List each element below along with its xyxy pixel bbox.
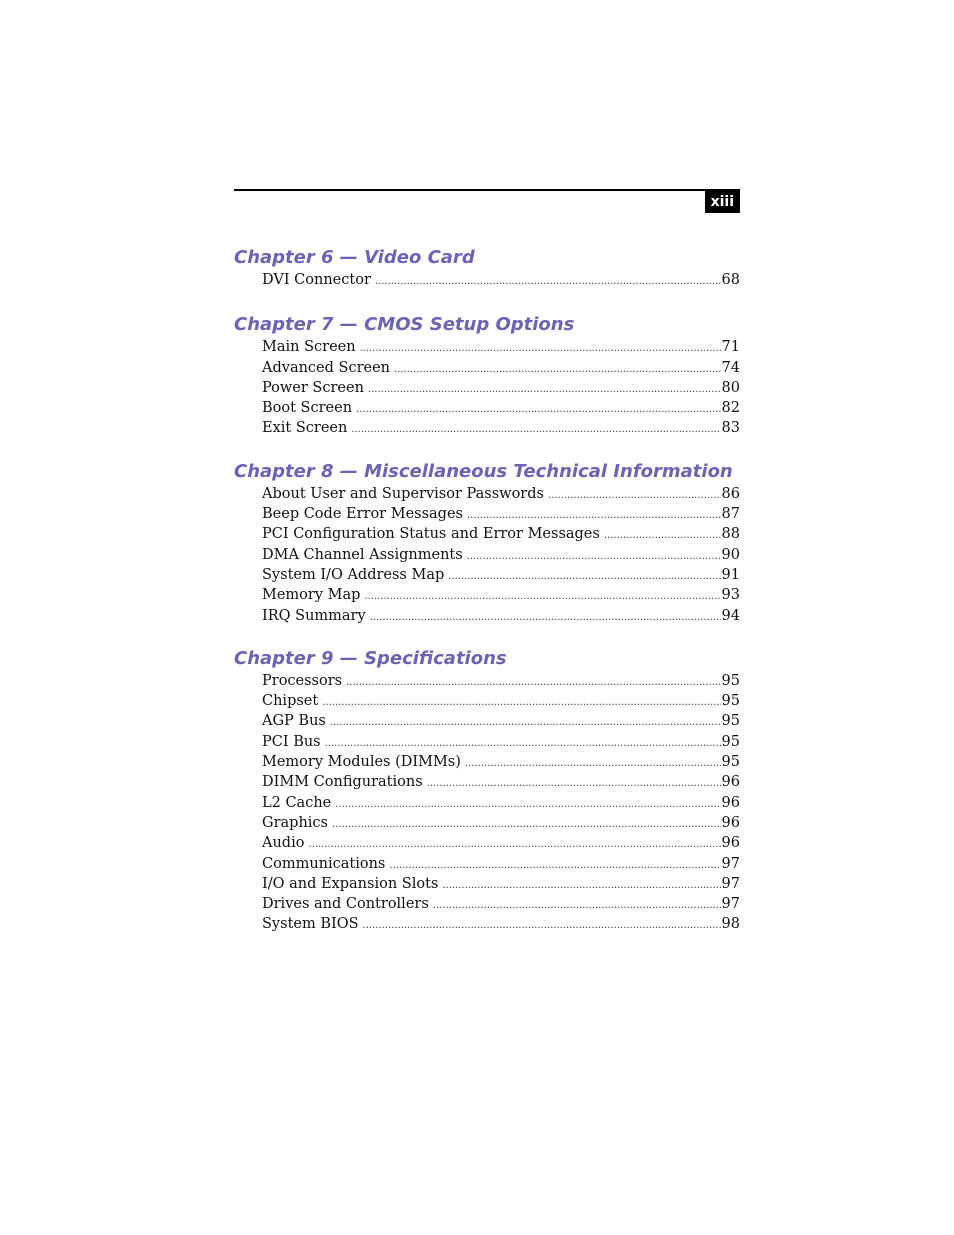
toc-entry-expansion-slots[interactable] [262,874,740,894]
chapter-8-section [234,460,740,626]
dot-leader [356,400,721,420]
chapter-7-section [234,313,740,438]
toc-entry-title: Audio [262,835,305,852]
toc-entry-drives-controllers[interactable] [262,894,740,914]
toc-entry-title: Processors [262,672,343,689]
toc-entry-audio[interactable] [262,833,740,853]
toc-entry-page: 97 [721,896,740,913]
chapter-6-section [234,246,740,290]
toc-entry-irq-summary[interactable] [262,606,740,626]
dot-leader [467,506,721,526]
toc-entry-pci-bus[interactable] [262,732,740,752]
dot-leader [364,587,720,607]
chapter-7-title: Chapter 7 — CMOS Setup Options [234,314,575,336]
toc-entry-title: Memory Map [262,587,361,604]
toc-entry-page: 80 [721,379,740,396]
dot-leader [465,754,721,774]
chapter-7-entries [234,337,740,438]
toc-entry-title: Boot Screen [262,400,353,417]
toc-entry-page: 82 [721,400,740,417]
toc-entry-page: 93 [721,587,740,604]
toc-entry-page: 95 [721,713,740,730]
toc-entry-memory-modules[interactable] [262,752,740,772]
dot-leader [389,856,720,876]
toc-entry-title: L2 Cache [262,794,332,811]
toc-entry-boot-screen[interactable] [262,398,740,418]
toc-entry-page: 86 [721,485,740,502]
chapter-8-entries [234,484,740,626]
toc-entry-title: PCI Configuration Status and Error Messages [262,526,600,543]
toc-entry-title: PCI Bus [262,733,321,750]
dot-leader [548,486,721,506]
toc-entry-title: Exit Screen [262,420,348,437]
toc-entry-dvi-connector[interactable] [262,270,740,290]
toc-entry-title: Main Screen [262,339,356,356]
dot-leader [375,272,721,292]
toc-entry-page: 88 [721,526,740,543]
toc-page [234,189,740,935]
toc-entry-memory-map[interactable] [262,585,740,605]
dot-leader [351,420,720,440]
dot-leader [394,360,721,380]
toc-entry-title: System I/O Address Map [262,566,445,583]
toc-entry-page: 74 [721,359,740,376]
toc-entry-page: 83 [721,420,740,437]
dot-leader [322,693,720,713]
toc-entry-title: Power Screen [262,379,364,396]
dot-leader [308,835,720,855]
toc-entry-title: Advanced Screen [262,359,391,376]
toc-entry-title: Graphics [262,814,328,831]
chapter-9-section [234,647,740,935]
dot-leader [448,567,720,587]
toc-entry-page: 98 [721,916,740,933]
toc-entry-io-address-map[interactable] [262,565,740,585]
toc-entry-title: Beep Code Error Messages [262,506,463,523]
page-number-row [234,191,740,215]
toc-entry-page: 71 [721,339,740,356]
dot-leader [427,774,721,794]
toc-entry-title: DVI Connector [262,272,371,288]
dot-leader [433,896,721,916]
toc-entry-title: AGP Bus [262,713,326,730]
toc-entry-page: 90 [721,546,740,563]
toc-entry-page: 96 [721,814,740,831]
chapter-8-title: Chapter 8 — Miscellaneous Technical Information [234,460,733,482]
dot-leader [442,876,720,896]
toc-entry-title: Chipset [262,693,319,710]
toc-entry-power-screen[interactable] [262,378,740,398]
toc-entry-title: IRQ Summary [262,607,366,624]
dot-leader [467,547,721,567]
dot-leader [604,526,721,546]
dot-leader [363,916,721,936]
page-number-badge: xiii [705,191,740,213]
dot-leader [330,713,721,733]
dot-leader [346,673,720,693]
toc-entry-page: 95 [721,672,740,689]
toc-entry-dma-channels[interactable] [262,545,740,565]
toc-entry-l2-cache[interactable] [262,793,740,813]
chapter-6-entries [234,270,740,290]
toc-entry-page: 94 [721,607,740,624]
toc-entry-page: 95 [721,754,740,771]
dot-leader [368,380,721,400]
toc-entry-title: Memory Modules (DIMMs) [262,754,461,771]
toc-entry-title: Communications [262,855,386,872]
toc-entry-title: DIMM Configurations [262,774,423,791]
toc-entry-system-bios[interactable] [262,914,740,934]
toc-entry-page: 95 [721,693,740,710]
toc-entry-beep-codes[interactable] [262,504,740,524]
dot-leader [370,608,721,628]
toc-entry-page: 68 [721,272,740,288]
toc-entry-page: 96 [721,794,740,811]
toc-entry-passwords[interactable] [262,484,740,504]
dot-leader [332,815,721,835]
toc-entry-page: 95 [721,733,740,750]
toc-entry-page: 87 [721,506,740,523]
toc-entry-agp-bus[interactable] [262,711,740,731]
toc-entry-page: 91 [721,566,740,583]
toc-entry-title: System BIOS [262,916,359,933]
chapter-9-title: Chapter 9 — Specifications [234,647,507,669]
toc-entry-title: About User and Supervisor Passwords [262,485,544,502]
toc-entry-communications[interactable] [262,854,740,874]
chapter-9-entries [234,671,740,935]
chapter-6-title: Chapter 6 — Video Card [234,247,475,268]
toc-entry-exit-screen[interactable] [262,418,740,438]
toc-entry-graphics[interactable] [262,813,740,833]
toc-entry-main-screen[interactable] [262,337,740,357]
dot-leader [325,734,721,754]
toc-entry-advanced-screen[interactable] [262,358,740,378]
dot-leader [360,339,721,359]
toc-entry-page: 96 [721,835,740,852]
toc-entry-page: 97 [721,855,740,872]
toc-entry-title: Drives and Controllers [262,896,429,913]
toc-entry-title: DMA Channel Assignments [262,546,463,563]
toc-entry-page: 96 [721,774,740,791]
toc-entry-processors[interactable] [262,671,740,691]
dot-leader [335,795,720,815]
toc-entry-title: I/O and Expansion Slots [262,875,439,892]
toc-entry-dimm-configurations[interactable] [262,772,740,792]
toc-entry-chipset[interactable] [262,691,740,711]
toc-entry-pci-config[interactable] [262,524,740,544]
toc-entry-page: 97 [721,875,740,892]
